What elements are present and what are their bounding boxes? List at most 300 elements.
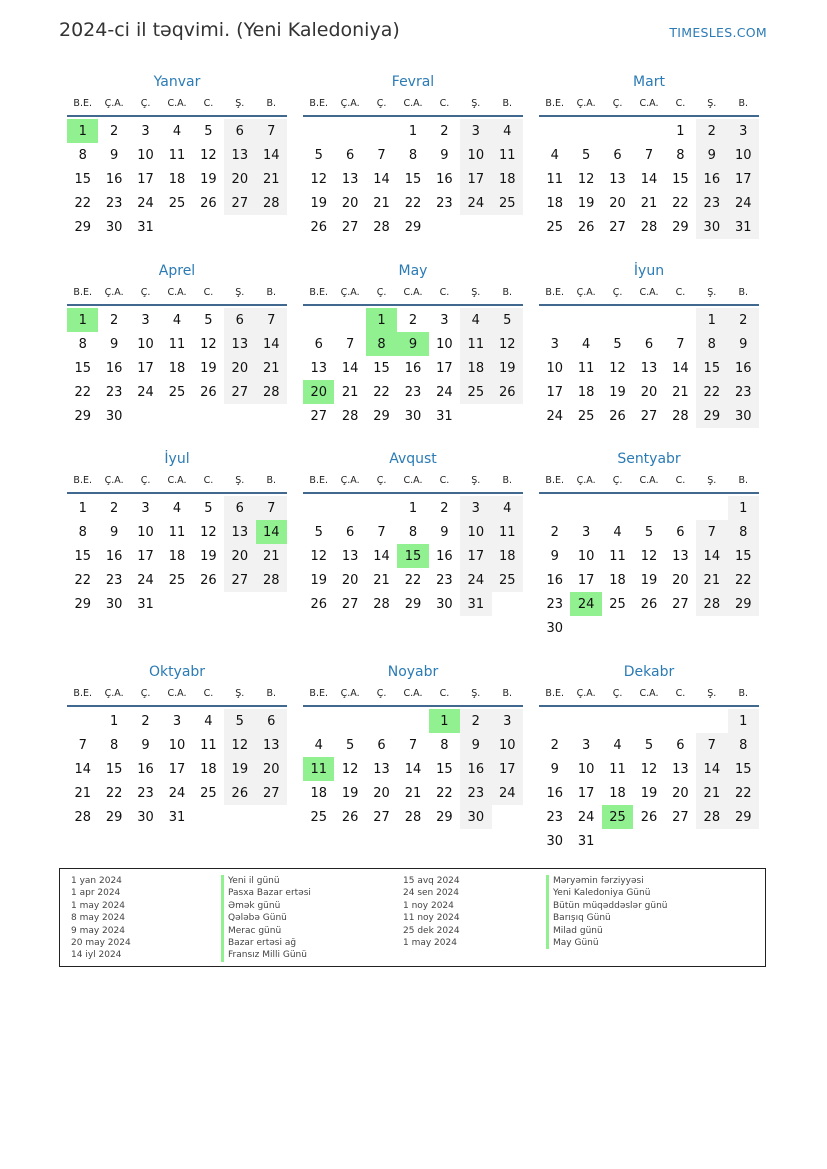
- empty-cell: [665, 308, 696, 332]
- day-cell: 20: [609, 195, 626, 211]
- day-cell: 24: [137, 572, 154, 588]
- day-cell: 25: [492, 191, 523, 215]
- header-rule: [67, 705, 287, 707]
- legend-date: 24 sen 2024: [403, 888, 460, 899]
- header-rule: [303, 492, 523, 494]
- empty-cell: [696, 709, 727, 733]
- day-cell: 1: [78, 500, 87, 516]
- legend-names-right: [546, 875, 667, 949]
- legend-holiday-name: Bütün müqəddəslər günü: [546, 900, 667, 912]
- day-cell: 13: [224, 143, 255, 167]
- weekday-label: Ç.A.: [576, 687, 596, 699]
- day-cell: 4: [492, 496, 523, 520]
- day-cell: 9: [141, 737, 150, 753]
- day-cell: 18: [460, 356, 491, 380]
- day-cell: 16: [404, 360, 422, 376]
- day-cell: 18: [492, 544, 523, 568]
- day-cell: 4: [492, 119, 523, 143]
- weekday-label: Ç.A.: [104, 97, 124, 109]
- day-cell: 14: [74, 761, 91, 777]
- weekday-label: Ç.A.: [576, 474, 596, 486]
- day-cell: 21: [256, 356, 287, 380]
- day-cell: 29: [728, 805, 759, 829]
- day-cell: 2: [550, 524, 559, 540]
- day-cell: 17: [460, 167, 491, 191]
- day-cell: 16: [105, 171, 123, 187]
- empty-cell: [334, 119, 365, 143]
- day-cell: 18: [609, 572, 626, 588]
- day-cell: 12: [200, 336, 217, 352]
- legend-date: 8 may 2024: [71, 913, 125, 924]
- day-cell: 16: [728, 356, 759, 380]
- legend-date: 1 may 2024: [403, 937, 457, 948]
- day-cell: 3: [550, 336, 559, 352]
- day-cell: 9: [550, 761, 559, 777]
- day-cell: 29: [672, 219, 689, 235]
- day-grid: [67, 308, 287, 428]
- day-cell: 13: [310, 360, 327, 376]
- day-cell: 1: [408, 123, 418, 139]
- day-cell: 12: [609, 360, 626, 376]
- day-cell: 11: [609, 548, 626, 564]
- empty-cell: [334, 308, 365, 332]
- day-cell: 26: [310, 219, 327, 235]
- day-cell: 30: [404, 408, 422, 424]
- weekday-label: B.: [266, 687, 277, 699]
- day-cell: 5: [314, 147, 323, 163]
- header-rule: [539, 492, 759, 494]
- weekday-label: Ç.: [376, 687, 387, 699]
- month-name: May: [398, 263, 428, 279]
- day-cell: 30: [696, 215, 727, 239]
- day-cell: 25: [168, 195, 186, 211]
- day-cell: 23: [436, 195, 453, 211]
- day-cell: 3: [141, 123, 150, 139]
- day-cell: 11: [168, 147, 186, 163]
- day-cell: 14: [373, 548, 390, 564]
- weekday-label: C.A.: [167, 286, 187, 298]
- day-cell: 11: [492, 143, 523, 167]
- day-cell: 16: [546, 785, 563, 801]
- day-cell: 17: [728, 167, 759, 191]
- day-cell: 17: [577, 572, 595, 588]
- day-cell: 2: [440, 123, 449, 139]
- day-cell-holiday: 8: [366, 332, 397, 356]
- day-cell: 10: [460, 143, 491, 167]
- day-cell: 28: [373, 596, 390, 612]
- day-cell: 21: [404, 785, 422, 801]
- empty-cell: [303, 119, 334, 143]
- header-rule: [303, 115, 523, 117]
- weekday-label: Ç.A.: [104, 474, 124, 486]
- holiday-legend: [59, 868, 766, 967]
- day-cell: 7: [256, 119, 287, 143]
- day-cell: 1: [728, 496, 759, 520]
- month-name: İyun: [633, 263, 665, 279]
- day-cell: 20: [672, 572, 689, 588]
- weekday-label: C.: [439, 97, 450, 109]
- legend-holiday-name: Bazar ertəsi ağ: [221, 937, 311, 949]
- weekday-label: B.: [266, 97, 277, 109]
- header-rule: [539, 304, 759, 306]
- day-grid: [303, 496, 523, 616]
- day-cell: 5: [224, 709, 255, 733]
- weekday-label: Ç.: [376, 97, 387, 109]
- day-cell-holiday: 1: [67, 119, 98, 143]
- empty-cell: [366, 709, 397, 733]
- empty-cell: [570, 119, 601, 143]
- day-cell: 3: [581, 524, 591, 540]
- weekday-label: Ç.A.: [104, 286, 124, 298]
- weekday-label: Ş.: [471, 474, 481, 486]
- day-cell: 18: [492, 167, 523, 191]
- legend-date: 1 noy 2024: [403, 900, 454, 911]
- empty-cell: [303, 308, 334, 332]
- day-cell: 22: [74, 572, 91, 588]
- day-cell: 26: [640, 809, 658, 825]
- weekday-label: B.E.: [309, 474, 328, 486]
- day-cell: 26: [224, 781, 255, 805]
- day-cell: 7: [644, 147, 654, 163]
- day-cell: 6: [224, 496, 255, 520]
- day-cell: 21: [696, 568, 727, 592]
- weekday-header: [539, 282, 759, 302]
- day-cell: 26: [341, 809, 359, 825]
- day-cell: 20: [672, 785, 689, 801]
- day-cell: 9: [728, 332, 759, 356]
- day-cell: 1: [676, 123, 685, 139]
- day-cell: 13: [256, 733, 287, 757]
- day-cell: 12: [310, 171, 327, 187]
- weekday-label: Ç.: [376, 286, 387, 298]
- weekday-label: C.A.: [167, 474, 187, 486]
- day-cell: 22: [404, 195, 422, 211]
- month-name: Yanvar: [153, 74, 201, 90]
- empty-cell: [602, 709, 633, 733]
- legend-holiday-name: Milad günü: [546, 925, 667, 937]
- day-cell: 26: [492, 380, 523, 404]
- day-cell: 28: [256, 568, 287, 592]
- day-cell: 29: [728, 592, 759, 616]
- month-block: [539, 661, 759, 853]
- day-cell: 27: [341, 219, 359, 235]
- month-name: Avqust: [389, 451, 437, 467]
- day-cell: 10: [137, 147, 154, 163]
- day-cell: 3: [728, 119, 759, 143]
- day-cell: 25: [460, 380, 491, 404]
- day-cell: 5: [644, 524, 654, 540]
- weekday-header: [303, 683, 523, 703]
- day-cell: 29: [404, 219, 422, 235]
- day-cell: 11: [460, 332, 491, 356]
- day-cell: 17: [137, 548, 154, 564]
- empty-cell: [633, 709, 664, 733]
- weekday-label: C.A.: [403, 286, 423, 298]
- day-cell: 13: [224, 332, 255, 356]
- weekday-label: Ş.: [235, 687, 245, 699]
- month-block: [67, 71, 287, 239]
- month-name: Sentyabr: [617, 451, 681, 467]
- day-cell: 18: [609, 785, 626, 801]
- header-rule: [303, 705, 523, 707]
- day-cell: 4: [613, 524, 622, 540]
- month-block: [539, 260, 759, 428]
- header-rule: [67, 492, 287, 494]
- day-cell: 13: [609, 171, 626, 187]
- weekday-label: B.E.: [73, 687, 92, 699]
- day-cell: 2: [550, 737, 559, 753]
- day-cell: 15: [436, 761, 453, 777]
- day-cell: 13: [341, 171, 359, 187]
- weekday-label: C.A.: [167, 687, 187, 699]
- day-cell: 6: [377, 737, 386, 753]
- day-cell: 2: [408, 312, 418, 328]
- day-cell: 4: [172, 312, 182, 328]
- day-cell: 10: [168, 737, 186, 753]
- day-cell: 12: [200, 524, 217, 540]
- day-cell: 23: [105, 195, 123, 211]
- day-cell: 7: [256, 496, 287, 520]
- weekday-label: B.E.: [73, 474, 92, 486]
- month-block: [303, 448, 523, 616]
- weekday-label: C.: [203, 286, 214, 298]
- day-cell: 24: [168, 785, 186, 801]
- day-cell: 18: [168, 548, 186, 564]
- day-cell: 8: [78, 336, 87, 352]
- day-cell: 28: [672, 408, 689, 424]
- weekday-label: Ş.: [471, 97, 481, 109]
- day-cell: 12: [640, 548, 658, 564]
- day-cell: 5: [204, 312, 213, 328]
- weekday-header: [67, 93, 287, 113]
- day-cell: 21: [256, 167, 287, 191]
- weekday-label: C.A.: [639, 286, 659, 298]
- day-grid: [539, 308, 759, 428]
- weekday-label: Ş.: [707, 687, 717, 699]
- day-cell: 18: [168, 360, 186, 376]
- weekday-header: [539, 93, 759, 113]
- day-cell: 21: [640, 195, 658, 211]
- day-cell: 27: [341, 596, 359, 612]
- weekday-header: [67, 282, 287, 302]
- day-cell: 4: [172, 123, 182, 139]
- month-block: [303, 71, 523, 239]
- month-block: [303, 260, 523, 428]
- day-cell-holiday: 1: [366, 308, 397, 332]
- empty-cell: [303, 709, 334, 733]
- day-cell-holiday: 11: [303, 757, 334, 781]
- day-cell: 10: [460, 520, 491, 544]
- day-cell: 17: [137, 171, 154, 187]
- day-cell: 8: [728, 733, 759, 757]
- weekday-label: C.: [439, 687, 450, 699]
- day-cell: 15: [373, 360, 390, 376]
- weekday-label: Ş.: [471, 286, 481, 298]
- empty-cell: [366, 119, 397, 143]
- day-cell: 28: [341, 408, 359, 424]
- day-cell: 19: [200, 171, 217, 187]
- day-cell: 15: [74, 171, 91, 187]
- weekday-label: B.: [266, 286, 277, 298]
- month-block: [303, 661, 523, 829]
- weekday-label: C.: [203, 687, 214, 699]
- day-cell: 30: [105, 596, 123, 612]
- day-cell: 17: [546, 384, 563, 400]
- month-block: [67, 260, 287, 428]
- empty-cell: [539, 496, 570, 520]
- day-cell: 26: [200, 572, 217, 588]
- day-cell: 25: [609, 596, 626, 612]
- weekday-label: B.E.: [545, 286, 564, 298]
- day-cell: 20: [640, 384, 658, 400]
- weekday-label: Ş.: [471, 687, 481, 699]
- weekday-label: B.: [502, 97, 513, 109]
- weekday-label: B.: [738, 97, 749, 109]
- day-cell: 5: [345, 737, 355, 753]
- weekday-label: B.: [502, 687, 513, 699]
- day-cell-holiday: 14: [256, 520, 287, 544]
- day-cell: 23: [137, 785, 154, 801]
- empty-cell: [397, 709, 428, 733]
- weekday-label: B.: [738, 286, 749, 298]
- day-cell: 23: [696, 191, 727, 215]
- weekday-label: C.A.: [167, 97, 187, 109]
- day-cell: 6: [676, 737, 685, 753]
- day-cell: 12: [640, 761, 658, 777]
- legend-holiday-name: Əmək günü: [221, 900, 311, 912]
- day-cell: 29: [436, 809, 453, 825]
- day-cell: 16: [436, 548, 453, 564]
- weekday-label: C.: [203, 474, 214, 486]
- day-cell: 6: [256, 709, 287, 733]
- empty-cell: [303, 496, 334, 520]
- empty-cell: [665, 496, 696, 520]
- weekday-label: C.A.: [639, 687, 659, 699]
- day-cell: 27: [672, 809, 689, 825]
- day-cell: 31: [728, 215, 759, 239]
- day-cell: 22: [672, 195, 689, 211]
- day-grid: [303, 119, 523, 239]
- empty-cell: [696, 496, 727, 520]
- day-cell: 25: [200, 785, 217, 801]
- day-cell: 15: [74, 548, 91, 564]
- day-cell: 10: [492, 733, 523, 757]
- weekday-label: B.E.: [309, 687, 328, 699]
- legend-date: 1 apr 2024: [71, 888, 121, 899]
- day-cell: 20: [341, 572, 359, 588]
- day-cell: 10: [546, 360, 563, 376]
- day-cell: 3: [141, 500, 150, 516]
- day-cell: 4: [314, 737, 323, 753]
- day-cell: 6: [224, 119, 255, 143]
- day-grid: [67, 709, 287, 829]
- legend-date: 25 dek 2024: [403, 925, 460, 936]
- day-cell: 20: [373, 785, 390, 801]
- empty-cell: [665, 709, 696, 733]
- weekday-header: [539, 683, 759, 703]
- weekday-label: Ş.: [707, 286, 717, 298]
- day-cell: 27: [224, 191, 255, 215]
- day-cell: 28: [696, 592, 727, 616]
- day-cell: 2: [109, 500, 119, 516]
- day-cell: 31: [436, 408, 453, 424]
- day-cell: 4: [204, 713, 213, 729]
- day-cell: 20: [224, 356, 255, 380]
- empty-cell: [539, 308, 570, 332]
- day-cell: 19: [640, 785, 658, 801]
- day-cell: 9: [440, 147, 449, 163]
- day-cell: 9: [460, 733, 491, 757]
- header-rule: [67, 304, 287, 306]
- day-cell: 17: [436, 360, 453, 376]
- weekday-label: C.A.: [403, 97, 423, 109]
- legend-date: 1 may 2024: [71, 900, 125, 911]
- day-cell: 25: [168, 384, 186, 400]
- day-cell: 29: [74, 596, 91, 612]
- day-cell: 4: [613, 737, 622, 753]
- empty-cell: [633, 308, 664, 332]
- day-cell: 16: [696, 167, 727, 191]
- weekday-label: B.E.: [73, 97, 92, 109]
- day-cell: 31: [137, 596, 154, 612]
- weekday-label: Ş.: [235, 97, 245, 109]
- month-block: [67, 661, 287, 829]
- day-cell: 14: [373, 171, 390, 187]
- weekday-label: Ç.: [612, 286, 623, 298]
- day-cell: 28: [404, 809, 422, 825]
- weekday-label: C.A.: [639, 97, 659, 109]
- day-cell: 13: [672, 548, 689, 564]
- legend-holiday-name: Yeni Kaledoniya Günü: [546, 887, 667, 899]
- day-cell: 7: [256, 308, 287, 332]
- day-cell: 19: [310, 195, 327, 211]
- brand-link[interactable]: TIMESLES.COM: [669, 25, 767, 40]
- day-cell: 16: [460, 757, 491, 781]
- day-cell: 17: [168, 761, 186, 777]
- day-cell: 28: [74, 809, 91, 825]
- day-cell: 24: [137, 195, 154, 211]
- day-cell: 19: [200, 360, 217, 376]
- day-cell: 12: [310, 548, 327, 564]
- day-cell: 30: [728, 404, 759, 428]
- weekday-label: Ç.A.: [340, 474, 360, 486]
- day-cell: 11: [168, 524, 186, 540]
- day-cell: 15: [728, 757, 759, 781]
- day-cell: 9: [109, 524, 119, 540]
- weekday-header: [303, 93, 523, 113]
- day-cell: 11: [492, 520, 523, 544]
- month-block: [539, 448, 759, 640]
- empty-cell: [570, 496, 601, 520]
- day-cell: 13: [672, 761, 689, 777]
- month-block: [67, 448, 287, 616]
- day-cell: 1: [696, 308, 727, 332]
- day-cell: 5: [492, 308, 523, 332]
- empty-cell: [602, 496, 633, 520]
- day-cell: 4: [172, 500, 182, 516]
- day-cell: 29: [105, 809, 123, 825]
- month-name: Dekabr: [623, 664, 675, 680]
- day-cell: 24: [137, 384, 154, 400]
- day-cell: 19: [609, 384, 626, 400]
- day-cell: 22: [74, 195, 91, 211]
- day-cell: 3: [141, 312, 150, 328]
- weekday-header: [67, 683, 287, 703]
- day-cell: 5: [314, 524, 323, 540]
- empty-cell: [570, 709, 601, 733]
- day-cell: 25: [546, 219, 563, 235]
- empty-cell: [67, 709, 98, 733]
